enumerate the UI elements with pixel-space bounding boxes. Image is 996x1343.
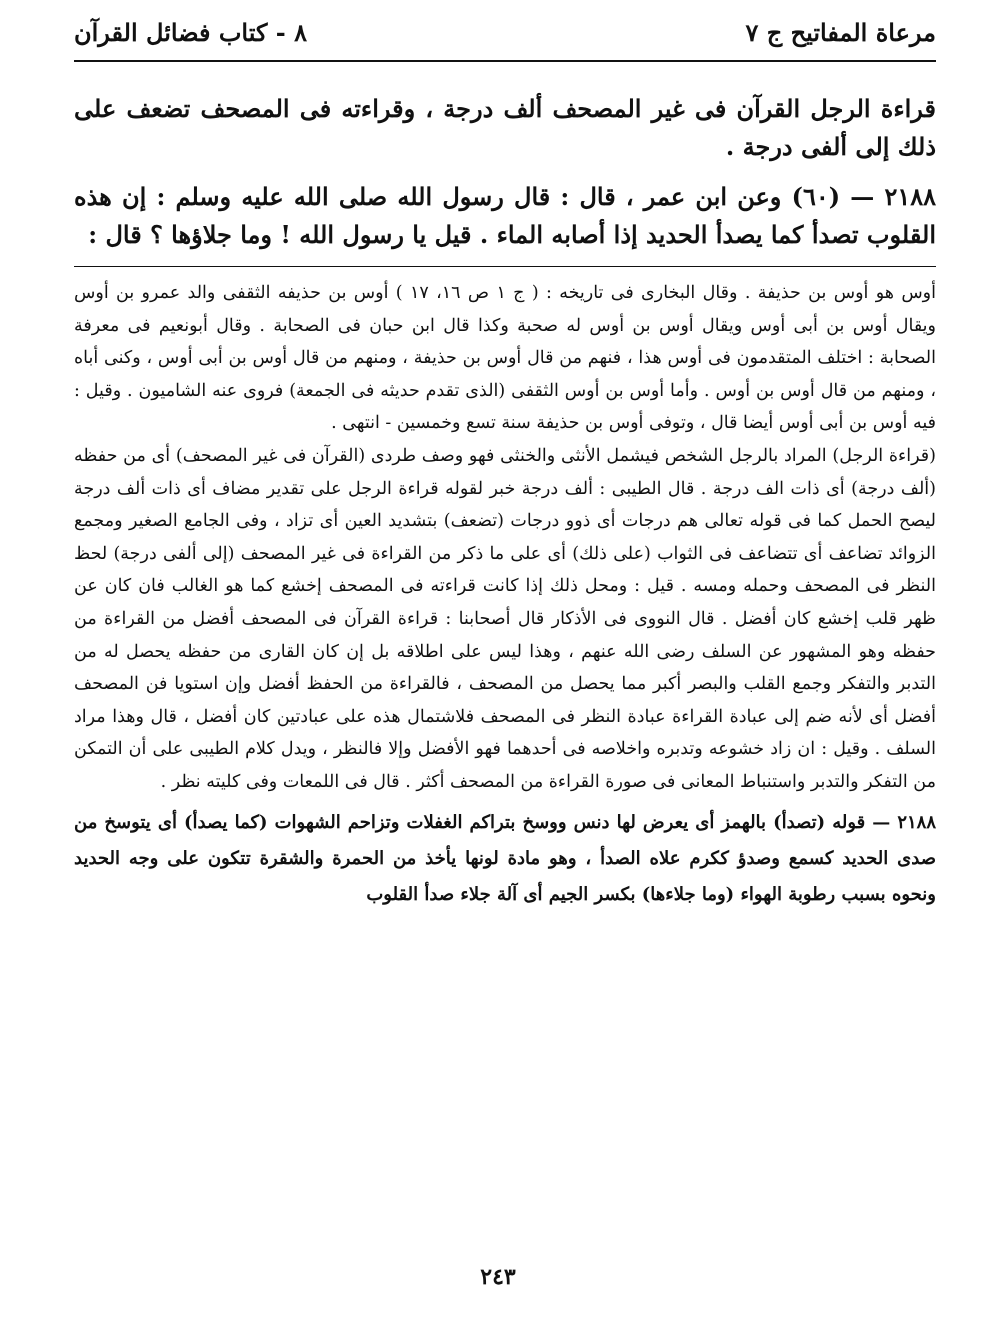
header-right-title: مرعاة المفاتيح ج ٧ <box>745 18 936 47</box>
commentary-separator <box>74 266 936 267</box>
page-number: ٢٤٣ <box>480 1264 516 1290</box>
running-header <box>74 18 936 48</box>
main-text-paragraph-1: قراءة الرجل القرآن فى غير المصحف ألف درجة ، وقراءته فى المصحف تضعف على ذلك إلى ألفى درجة . <box>74 94 936 161</box>
commentary-note-3: ٢١٨٨ — قوله (تصدأ) بالهمز أى يعرض لها دنس ووسخ بتراكم الغفلات وتزاحم الشهوات (كما يصدأ) أى يتوسخ من صدى الحديد كسمع وصدؤ ككرم علاه الصدأ ، وهو مادة لونها يأخذ من الحمرة والشقرة تتكون على وجه الحديد ونحوه بسبب رطوبة الهواء (وما جلاءها) بكسر الجيم أى آلة جلاء صدأ القلوب <box>74 811 936 905</box>
main-text-paragraph-2: ٢١٨٨ — (٦٠) وعن ابن عمر ، قال : قال رسول الله صلى الله عليه وسلم : إن هذه القلوب تصدأ كما يصدأ الحديد إذا أصابه الماء . قيل يا رسول الله ! وما جلاؤها ؟ قال : <box>74 182 936 249</box>
header-rule <box>74 60 936 62</box>
commentary-note-1: أوس هو أوس بن حذيفة . وقال البخارى فى تاريخه : ( ج ١ ص ١٦، ١٧ ) أوس بن حذيفه الثقفى والد عمرو بن أوس ويقال أوس بن أبى أوس ويقال أوس بن أوس له صحبة وكذا قال ابن حبان فى الصحابة . وقال أبونعيم فى معرفة الصحابة : اختلف المتقدمون فى أوس هذا ، فنهم من قال أوس بن حذيفة ، ومنهم من قال أوس بن أبى أوس ، وكنى أباه ، ومنهم من قال أوس بن أوس . وأما أوس بن أوس الثقفى (الذى تقدم حديثه فى الجمعة) فروى عنه الشاميون . وقيل : فيه أوس بن أبى أوس أيضا قال ، وتوفى أوس بن حذيفة سنة تسع وخمسين - انتهى . <box>74 283 936 434</box>
header-left-title: ٨ - كتاب فضائل القرآن <box>74 18 307 47</box>
commentary-note-2: (قراءة الرجل) المراد بالرجل الشخص فيشمل الأنثى والخنثى فهو وصف طردى (القرآن فى غير المصحف) أى من حفظه (ألف درجة) أى ذات الف درجة . قال الطيبى : ألف درجة خبر لقوله قراءة الرجل على تقدير مضاف أى ذات ألف درجة ليصح الحمل كما فى قوله تعالى هم درجات أى ذوو درجات (تضعف) بتشديد العين أى تزاد ، وفى الجامع الصغير ومجمع الزوائد تضاعف أى تتضاعف فى الثواب (على ذلك) أى على ما ذكر من القراءة فى غير المصحف (إلى ألفى درجة) لحظ النظر فى المصحف وحمله ومسه . قيل : ومحل ذلك إذا كانت قراءته فى المصحف إخشع كما هو الغالب فان كان عن ظهر قلب إخشع كان أفضل . قال النووى فى الأذكار قال أصحابنا : قراءة القرآن فى المصحف أفضل من القراءة من حفظه وهو المشهور عن السلف رضى الله عنهم ، وهذا ليس على اطلاقه بل إن كان القارى من حفظه يحصل له من التدبر والتفكر وجمع القلب والبصر أكبر مما يحصل من المصحف ، فالقراءة من الحفظ أفضل وإن استويا فن المصحف أفضل أى لأنه ضم إلى عبادة القراءة عبادة النظر فى المصحف فلاشتمال هذه على عبادتين كان أفضل ، قال وهذا مراد السلف . وقيل : ان زاد خشوعه وتدبره واخلاصه فى أحدهما فهو الأفضل وإلا فالنظر ، ويدل كلام الطيبى على أن التمكن من التفكر والتدبر واستنباط المعانى فى صورة القراءة من المصحف أكثر . قال فى اللمعات وفى كليته نظر . <box>74 445 936 792</box>
